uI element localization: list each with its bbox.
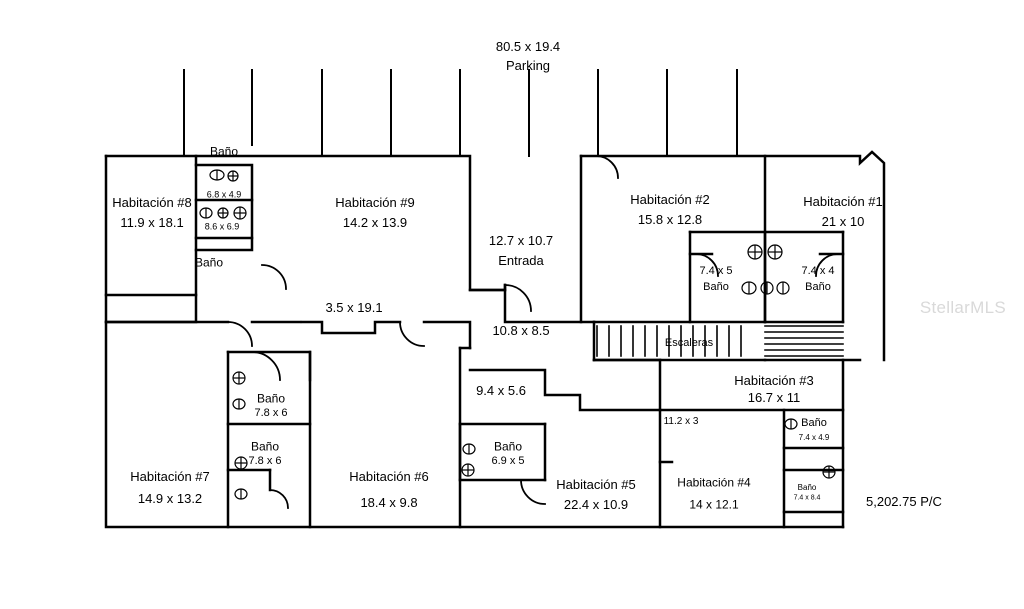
bath-label-left: Baño [194,255,224,270]
bath-dims-74x49: 7.4 x 4.9 [798,433,830,442]
parking-label: Parking [505,57,551,73]
bath-dims-74x5: 7.4 x 5 [699,265,733,278]
bath-label-74x84: Baño [797,483,817,492]
room-dims-hab2: 15.8 x 12.8 [637,211,703,227]
room-dims-hab3: 16.7 x 11 [747,389,801,405]
bath-dims-78x6b: 7.8 x 6 [248,455,282,468]
bath-label-69x5: Baño [493,439,523,454]
room-label-hab4: Habitación #4 [677,475,751,490]
room-label-hab8: Habitación #8 [112,194,192,210]
room-label-hab7: Habitación #7 [130,468,210,484]
room-label-hab6: Habitación #6 [349,468,429,484]
room-label-hab2: Habitación #2 [630,191,710,207]
bath-label-top: Baño [209,144,239,159]
bath-dims-69x5: 6.9 x 5 [491,455,525,468]
room-dims-hab8: 11.9 x 18.1 [120,214,184,230]
parking-dimensions: 80.5 x 19.4 [495,38,561,54]
space-dims-entrada: 12.7 x 10.7 [488,232,554,248]
bath-label-74x5: Baño [703,281,729,294]
space-label-escaleras: Escaleras [664,337,714,350]
space-dims-area94: 9.4 x 5.6 [476,382,526,398]
room-dims-hab5: 22.4 x 10.9 [563,496,629,512]
bath-dims-78x6a: 7.8 x 6 [254,407,288,420]
bath-dims-top2: 8.6 x 6.9 [204,221,240,232]
watermark: StellarMLS [919,298,1006,317]
room-label-hab5: Habitación #5 [556,476,636,492]
room-dims-hab6: 18.4 x 9.8 [360,494,418,510]
bath-dims-74x4: 7.4 x 4 [801,265,835,278]
room-dims-hab4: 14 x 12.1 [689,497,739,512]
bath-label-74x49: Baño [801,417,827,430]
space-dims-sala: 10.8 x 8.5 [492,322,550,338]
space-dims-area112: 11.2 x 3 [663,415,699,427]
space-label-entrada: Entrada [498,252,544,268]
bath-label-74x4: Baño [805,281,831,294]
bath-dims-top: 6.8 x 4.9 [206,189,242,200]
room-dims-hab1: 21 x 10 [821,213,865,229]
room-dims-hab7: 14.9 x 13.2 [137,490,203,506]
bath-label-78x6a: Baño [256,391,286,406]
total-area-label: 5,202.75 P/C [866,494,942,509]
bath-dims-74x84: 7.4 x 8.4 [793,494,821,502]
room-label-hab9: Habitación #9 [335,194,415,210]
bath-label-78x6b: Baño [250,439,280,454]
room-dims-hab9: 14.2 x 13.9 [342,214,408,230]
room-label-hab1: Habitación #1 [803,193,883,209]
room-label-hab3: Habitación #3 [734,372,814,388]
space-dims-pasillo: 3.5 x 19.1 [325,299,383,315]
